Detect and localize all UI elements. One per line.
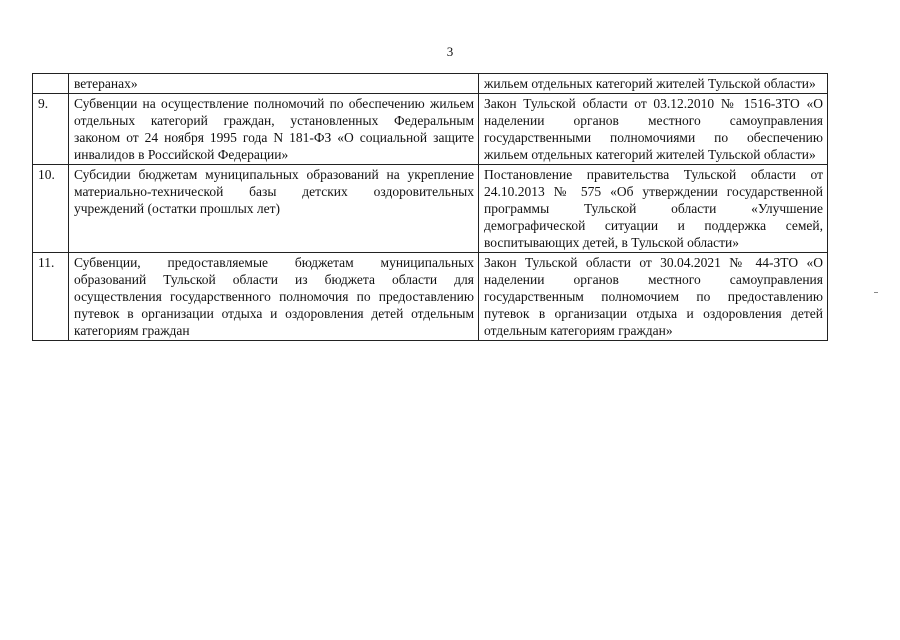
table-row — [33, 94, 828, 165]
margin-mark — [874, 292, 878, 293]
page-number: 3 — [446, 44, 454, 59]
row-number: 11. — [33, 253, 69, 341]
row-number: 9. — [33, 94, 69, 165]
table-row — [33, 253, 828, 341]
row-legal-basis: Закон Тульской области от 03.12.2010 № 1516-ЗТО «О наделении органов местного самоуправления государственными полномочиями по обеспечению жильем отдельных категорий жителей Тульской области» — [479, 94, 828, 165]
row-legal-basis: Постановление правительства Тульской области от 24.10.2013 № 575 «Об утверждении государственной программы Тульской области «Улучшение демографической ситуации и поддержка семей, воспитывающих детей, в Тульской области» — [479, 165, 828, 253]
subsidies-table — [32, 73, 828, 341]
row-number — [33, 74, 69, 94]
table-row — [33, 165, 828, 253]
row-legal-basis: Закон Тульской области от 30.04.2021 № 44-ЗТО «О наделении органов местного самоуправления государственным полномочием по предоставлению путевок в организации отдыха и оздоровления детей отдельным категориям граждан» — [479, 253, 828, 341]
row-description: Субвенции, предоставляемые бюджетам муниципальных образований Тульской области из бюджета области для осуществления государственного полномочия по предоставлению путевок в организации отдыха и оздоровления детей отдельным категориям граждан — [69, 253, 479, 341]
row-description: Субсидии бюджетам муниципальных образований на укрепление материально-технической базы детских оздоровительных учреждений (остатки прошлых лет) — [69, 165, 479, 253]
row-legal-basis: жильем отдельных категорий жителей Тульской области» — [479, 74, 828, 94]
row-description: ветеранах» — [69, 74, 479, 94]
row-description: Субвенции на осуществление полномочий по обеспечению жильем отдельных категорий граждан, установленных Федеральным законом от 24 ноября 1995 года N 181-ФЗ «О социальной защите инвалидов в Российской Федерации» — [69, 94, 479, 165]
row-number: 10. — [33, 165, 69, 253]
table-row — [33, 74, 828, 94]
